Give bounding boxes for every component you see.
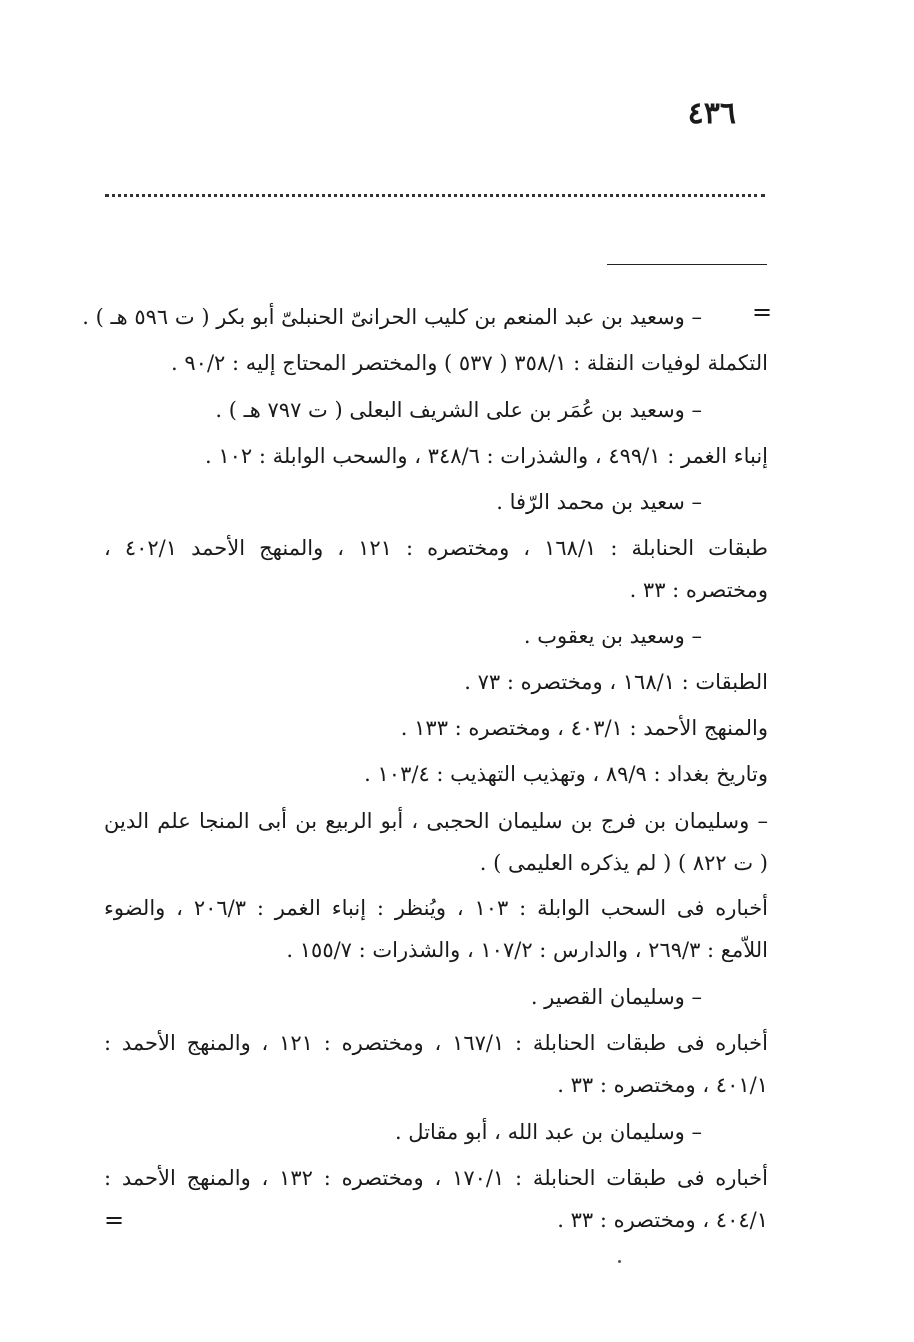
text-line: أخباره فى السحب الوابلة : ١٠٣ ، ويُنظر : إنباء الغمر : ٢٠٦/٣ ، والضوء	[104, 896, 769, 920]
entry-line: – وسليمان القصير .	[530, 985, 702, 1009]
text-line: إنباء الغمر : ٤٩٩/١ ، والشذرات : ٣٤٨/٦ ، والسحب الوابلة : ١٠٢ .	[204, 444, 768, 468]
text-line: التكملة لوفيات النقلة : ٣٥٨/١ ( ٥٣٧ ) والمختصر المحتاج إليه : ٩٠/٢ .	[171, 351, 768, 375]
text-line: ومختصره : ٣٣ .	[629, 578, 768, 602]
text-line: ( ت ٨٢٢ ) ( لم يذكره العليمى ) .	[479, 851, 768, 875]
text-line: أخباره فى طبقات الحنابلة : ١٧٠/١ ، ومختصره : ١٣٢ ، والمنهج الأحمد :	[104, 1166, 768, 1190]
continuation-mark-bottom: =	[104, 1206, 125, 1234]
continuation-mark-top: =	[752, 298, 773, 326]
text-line: اللاّمع : ٢٦٩/٣ ، والدارس : ١٠٧/٢ ، والشذرات : ١٥٥/٧ .	[286, 938, 768, 962]
entry-line: – سعيد بن محمد الرّفا .	[496, 490, 702, 514]
print-speck	[618, 1260, 621, 1263]
text-line: الطبقات : ١٦٨/١ ، ومختصره : ٧٣ .	[464, 670, 768, 694]
entry-line: – وسعيد بن عبد المنعم بن كليب الحرانىّ الحنبلىّ أبو بكر ( ت ٥٩٦ هـ ) .	[82, 305, 702, 329]
text-line: وتاريخ بغداد : ٨٩/٩ ، وتهذيب التهذيب : ١٠٣/٤ .	[364, 762, 768, 786]
footnote-rule	[607, 264, 767, 265]
text-line: ٤٠٤/١ ، ومختصره : ٣٣ .	[557, 1208, 768, 1232]
entry-line: – وسعيد بن عُمَر بن على الشريف البعلى ( ت ٧٩٧ هـ ) .	[215, 398, 702, 422]
text-line: ٤٠١/١ ، ومختصره : ٣٣ .	[557, 1073, 768, 1097]
text-line: طبقات الحنابلة : ١٦٨/١ ، ومختصره : ١٢١ ، والمنهج الأحمد ٤٠٢/١ ،	[104, 536, 768, 560]
entry-line: – وسعيد بن يعقوب .	[523, 624, 702, 648]
entry-line: – وسليمان بن عبد الله ، أبو مقاتل .	[394, 1120, 702, 1144]
entry-line: – وسليمان بن فرج بن سليمان الحجبى ، أبو الربيع بن أبى المنجا علم الدين	[104, 809, 768, 833]
text-line: أخباره فى طبقات الحنابلة : ١٦٧/١ ، ومختصره : ١٢١ ، والمنهج الأحمد :	[104, 1031, 768, 1055]
text-line: والمنهج الأحمد : ٤٠٣/١ ، ومختصره : ١٣٣ .	[400, 716, 768, 740]
page-number: ٤٣٦	[687, 96, 736, 131]
dotted-separator	[105, 194, 765, 197]
